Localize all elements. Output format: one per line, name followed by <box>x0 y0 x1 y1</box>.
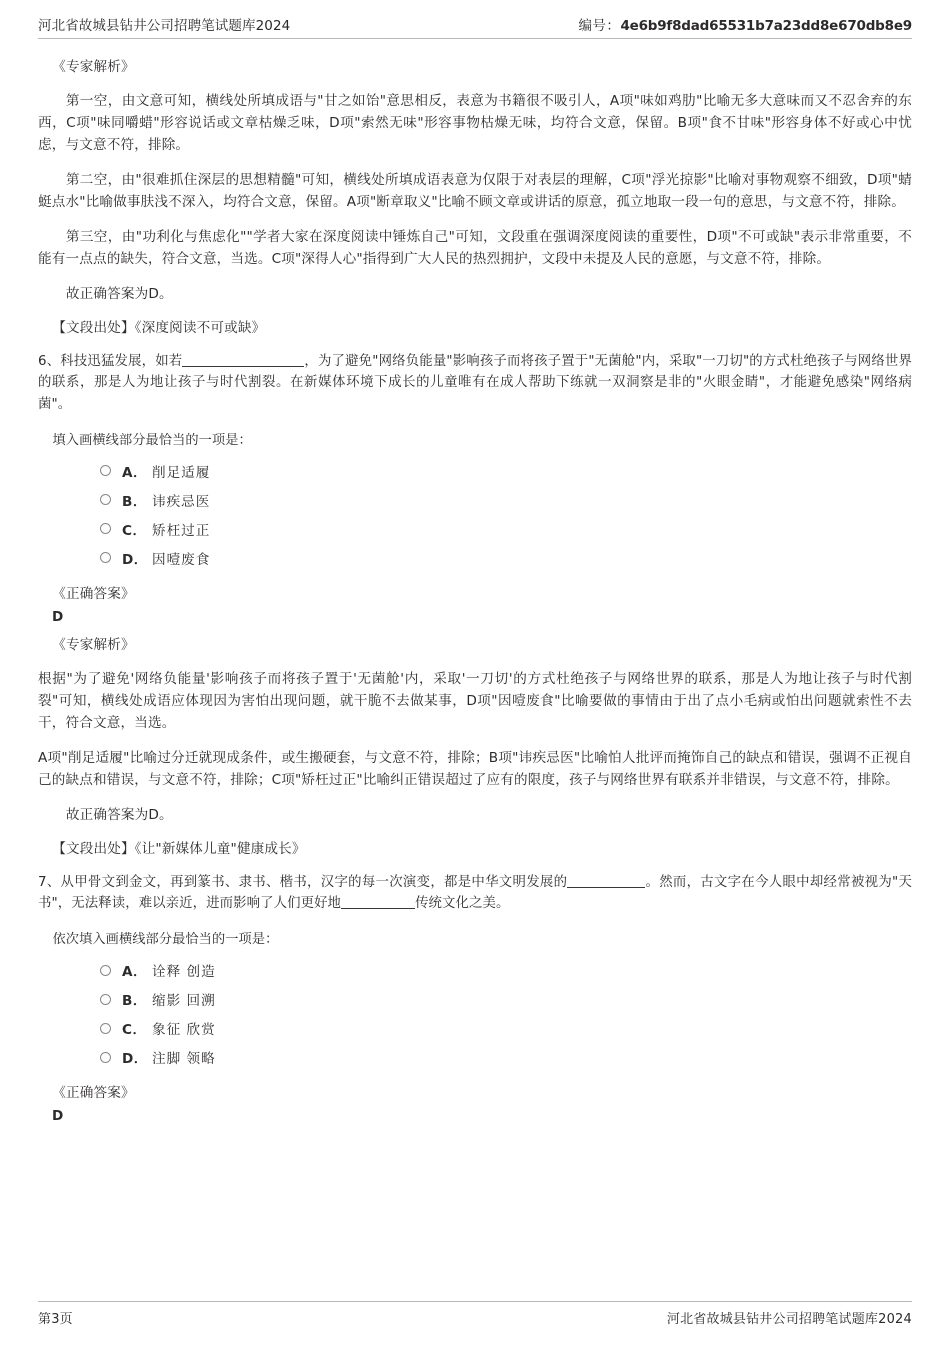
option-key: B． <box>122 493 147 510</box>
question-6-options <box>38 461 912 568</box>
analysis-source-1: 【文段出处】《深度阅读不可或缺》 <box>52 319 266 336</box>
question-6-stem-part1: 科技迅猛发展，如若 <box>60 353 183 369</box>
option-text: 缩影 回溯 <box>152 993 216 1010</box>
analysis-paragraph-3: 第三空，由"功利化与焦虑化""学者大家在深度阅读中锤炼自己"可知，文段重在强调深度阅读的重要性，D项"不可或缺"表示非常重要，不能有一点点的缺失，符合文意，当选。C项"深得人心"指得到广大人民的热烈拥护，文段中未提及人民的意愿，与文意不符，排除。 <box>38 228 912 267</box>
question-7-answer-label: 《正确答案》 <box>52 1085 135 1102</box>
question-6-answer: D <box>52 608 64 625</box>
option-text: 注脚 领略 <box>152 1051 216 1068</box>
document-content <box>38 39 912 1125</box>
document-header <box>38 0 912 39</box>
question-7-blank-2 <box>341 908 415 909</box>
radio-button-icon[interactable] <box>100 1052 111 1063</box>
option-text: 因噎废食 <box>152 551 211 568</box>
option-key: A． <box>122 464 148 481</box>
option-item[interactable] <box>38 548 912 568</box>
analysis-paragraph-2: 第二空，由"很难抓住深层的思想精髓"可知，横线处所填成语表意为仅限于对表层的理解，C项"浮光掠影"比喻对事物观察不细致，D项"蜻蜓点水"比喻做事肤浅不深入，均符合文意，保留。A项"断章取义"比喻不顾文章或讲话的原意，孤立地取一段一句的意思，与文意不符，排除。 <box>38 171 912 210</box>
question-7-options <box>38 960 912 1067</box>
option-key: D． <box>122 1051 148 1068</box>
option-text: 矫枉过正 <box>152 522 211 539</box>
option-item[interactable] <box>38 490 912 510</box>
option-text: 诠释 创造 <box>152 964 216 981</box>
analysis-paragraph-1: 第一空，由文意可知，横线处所填成语与"甘之如饴"意思相反，表意为书籍很不吸引人，A项"味如鸡肋"比喻无多大意味而又不忍舍弃的东西，C项"味同嚼蜡"形容说话或文章枯燥乏味，D项"索然无味"形容事物枯燥无味，均符合文意，保留。B项"食不甘味"形容身体不好或心中忧虑，与文意不符，排除。 <box>38 92 912 153</box>
header-title: 河北省故城县钻井公司招聘笔试题库2024 <box>38 18 291 34</box>
question-7-prompt: 依次填入画横线部分最恰当的一项是： <box>52 931 279 947</box>
question-6-analysis-paragraph-1: 根据"为了避免'网络负能量'影响孩子而将孩子置于'无菌舱'内，采取'一刀切'的方式杜绝孩子与网络世界的联系，那是人为地让孩子与时代割裂"可知，横线处成语应体现因为害怕出现问题，就干脆不去做某事，D项"因噎废食"比喻要做的事情由于出了点小毛病或怕出问题就索性不去干，符合文意，当选。 <box>38 670 912 731</box>
question-6-source: 【文段出处】《让"新媒体儿童"健康成长》 <box>52 840 306 857</box>
document-footer <box>38 1301 912 1327</box>
radio-button-icon[interactable] <box>100 1023 111 1034</box>
serial-value: 4e6b9f8dad65531b7a23dd8e670db8e9 <box>620 18 912 34</box>
question-7-stem-part3: 传统文化之美。 <box>415 896 510 912</box>
question-6-answer-label: 《正确答案》 <box>52 585 135 602</box>
question-6-stem <box>38 351 912 416</box>
serial-label: 编号： <box>578 18 621 34</box>
question-6-analysis-label: 《专家解析》 <box>52 636 135 653</box>
radio-button-icon[interactable] <box>100 965 111 976</box>
radio-button-icon[interactable] <box>100 494 111 505</box>
option-key: A． <box>122 964 148 981</box>
option-text: 讳疾忌医 <box>152 493 211 510</box>
footer-page-number: 第3页 <box>38 1312 73 1327</box>
question-6-conclusion: 故正确答案为D。 <box>65 806 173 823</box>
radio-button-icon[interactable] <box>100 552 111 563</box>
radio-button-icon[interactable] <box>100 523 111 534</box>
radio-button-icon[interactable] <box>100 465 111 476</box>
option-key: D． <box>122 551 148 568</box>
question-6-blank <box>182 366 304 367</box>
footer-title: 河北省故城县钻井公司招聘笔试题库2024 <box>666 1312 912 1327</box>
analysis-conclusion-1: 故正确答案为D。 <box>65 285 173 302</box>
question-6-analysis-paragraph-2: A项"削足适履"比喻过分迁就现成条件，或生搬硬套，与文意不符，排除；B项"讳疾忌医"比喻怕人批评而掩饰自己的缺点和错误，强调不正视自己的缺点和错误，与文意不符，排除；C项"矫枉过正"比喻纠正错误超过了应有的限度，孩子与网络世界有联系并非错误，与文意不符，排除。 <box>38 749 912 788</box>
header-serial <box>578 14 912 34</box>
question-6-prompt: 填入画横线部分最恰当的一项是： <box>52 432 252 448</box>
question-7-stem <box>38 872 912 915</box>
option-item[interactable] <box>38 461 912 481</box>
option-key: C． <box>122 522 147 539</box>
radio-button-icon[interactable] <box>100 994 111 1005</box>
option-item[interactable] <box>38 1047 912 1067</box>
question-7-number: 7、 <box>38 874 61 890</box>
option-key: B． <box>122 993 147 1010</box>
question-6-number: 6、 <box>38 353 61 369</box>
option-item[interactable] <box>38 1018 912 1038</box>
option-key: C． <box>122 1022 147 1039</box>
option-item[interactable] <box>38 960 912 980</box>
question-7-stem-part2: 。然而，古文字在今人眼中却经常被视为"天书"，无法释读，难以亲近，进而影响了人们更好地 <box>38 874 912 912</box>
option-item[interactable] <box>38 519 912 539</box>
question-7-stem-part1: 从甲骨文到金文，再到篆书、隶书、楷书，汉字的每一次演变，都是中华文明发展的 <box>60 874 568 890</box>
question-7-blank-1 <box>567 887 645 888</box>
analysis-label-top: 《专家解析》 <box>52 59 135 75</box>
question-6-stem-part2: ，为了避免"网络负能量"影响孩子而将孩子置于"无菌舱"内，采取"一刀切"的方式杜绝孩子与网络世界的联系，那是人为地让孩子与时代割裂。在新媒体环境下成长的儿童唯有在成人帮助下练就一双洞察是非的"火眼金睛"，才能避免感染"网络病菌"。 <box>38 353 912 413</box>
option-item[interactable] <box>38 989 912 1009</box>
question-7-answer: D <box>52 1107 64 1124</box>
option-text: 削足适履 <box>152 464 211 481</box>
option-text: 象征 欣赏 <box>152 1022 216 1039</box>
